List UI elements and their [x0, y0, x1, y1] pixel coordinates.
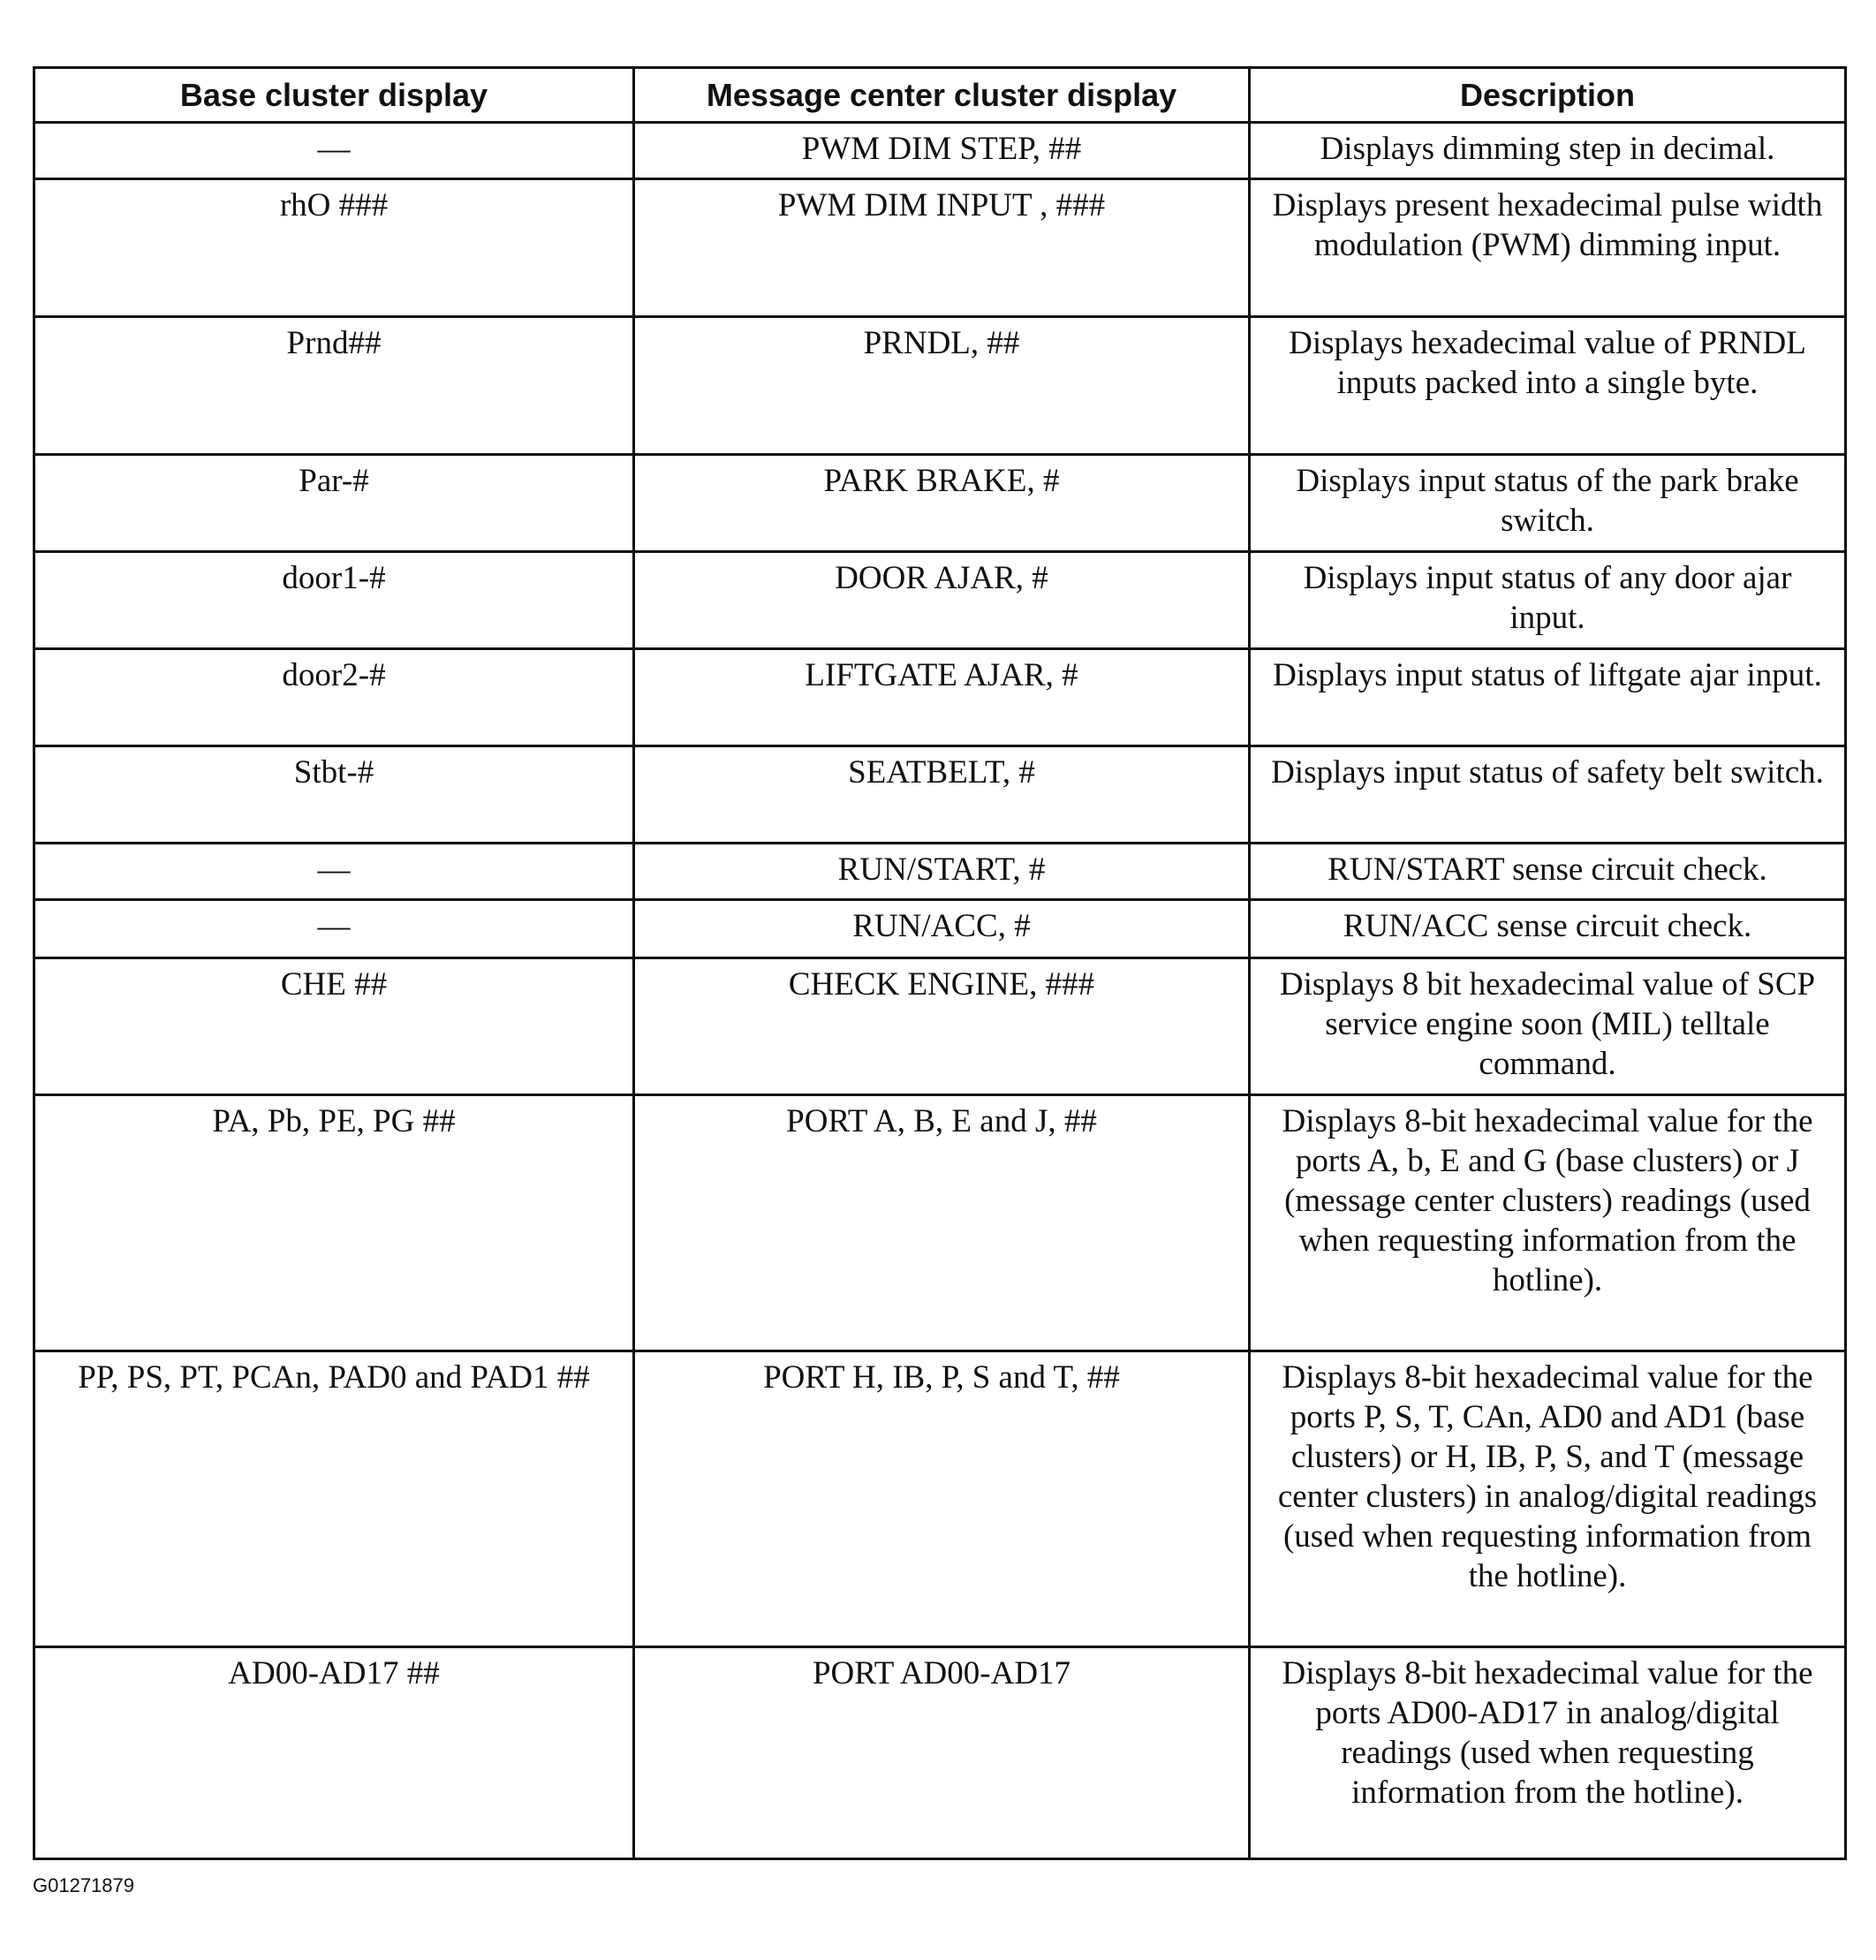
base-cell: PA, Pb, PE, PG ## — [34, 1095, 634, 1351]
table-row — [34, 844, 1846, 900]
header-base-cluster-display: Base cluster display — [34, 68, 634, 123]
description-cell: Displays dimming step in decimal. — [1250, 123, 1846, 179]
message-cell: PWM DIM STEP, ## — [634, 123, 1250, 179]
message-cell: LIFTGATE AJAR, # — [634, 649, 1250, 746]
table-row — [34, 649, 1846, 746]
base-cell: Prnd## — [34, 317, 634, 455]
base-cell: CHE ## — [34, 958, 634, 1095]
table-row — [34, 746, 1846, 844]
base-cell: door2-# — [34, 649, 634, 746]
description-cell: Displays input status of any door ajar input. — [1250, 552, 1846, 649]
header-description: Description — [1250, 68, 1846, 123]
base-cell: Stbt-# — [34, 746, 634, 844]
message-cell: PORT H, IB, P, S and T, ## — [634, 1351, 1250, 1647]
message-cell: CHECK ENGINE, ### — [634, 958, 1250, 1095]
table-row — [34, 317, 1846, 455]
message-cell: PARK BRAKE, # — [634, 455, 1250, 552]
base-cell: — — [34, 123, 634, 179]
description-cell: Displays input status of safety belt switch. — [1250, 746, 1846, 844]
description-cell: RUN/ACC sense circuit check. — [1250, 900, 1846, 958]
table-row — [34, 179, 1846, 317]
message-cell: DOOR AJAR, # — [634, 552, 1250, 649]
description-cell: Displays 8 bit hexadecimal value of SCP service engine soon (MIL) telltale command. — [1250, 958, 1846, 1095]
table-row — [34, 900, 1846, 958]
table-row — [34, 958, 1846, 1095]
message-cell: SEATBELT, # — [634, 746, 1250, 844]
description-cell: Displays input status of liftgate ajar input. — [1250, 649, 1846, 746]
cluster-display-table — [33, 66, 1847, 1860]
figure-id-label: G01271879 — [33, 1874, 134, 1896]
base-cell: Par-# — [34, 455, 634, 552]
base-cell: AD00-AD17 ## — [34, 1647, 634, 1859]
description-cell: Displays input status of the park brake switch. — [1250, 455, 1846, 552]
description-cell: Displays present hexadecimal pulse width modulation (PWM) dimming input. — [1250, 179, 1846, 317]
table-row — [34, 552, 1846, 649]
description-cell: RUN/START sense circuit check. — [1250, 844, 1846, 900]
base-cell: rhO ### — [34, 179, 634, 317]
message-cell: RUN/START, # — [634, 844, 1250, 900]
description-cell: Displays 8-bit hexadecimal value for the ports A, b, E and G (base clusters) or J (message center clusters) readings (used when requesting information from the hotline). — [1250, 1095, 1846, 1351]
table-row — [34, 123, 1846, 179]
base-cell: PP, PS, PT, PCAn, PAD0 and PAD1 ## — [34, 1351, 634, 1647]
table-row — [34, 1351, 1846, 1647]
message-cell: PRNDL, ## — [634, 317, 1250, 455]
table-header-row — [34, 68, 1846, 123]
base-cell: door1-# — [34, 552, 634, 649]
message-cell: PWM DIM INPUT , ### — [634, 179, 1250, 317]
description-cell: Displays 8-bit hexadecimal value for the ports AD00-AD17 in analog/digital readings (used when requesting information from the hotline). — [1250, 1647, 1846, 1859]
table-row — [34, 1647, 1846, 1859]
table-row — [34, 1095, 1846, 1351]
description-cell: Displays hexadecimal value of PRNDL inputs packed into a single byte. — [1250, 317, 1846, 455]
message-cell: PORT A, B, E and J, ## — [634, 1095, 1250, 1351]
description-cell: Displays 8-bit hexadecimal value for the ports P, S, T, CAn, AD0 and AD1 (base clusters) or H, IB, P, S, and T (message center clusters) in analog/digital readings (used when requesting information from the hotline). — [1250, 1351, 1846, 1647]
base-cell: — — [34, 844, 634, 900]
header-message-center-cluster-display: Message center cluster display — [634, 68, 1250, 123]
base-cell: — — [34, 900, 634, 958]
message-cell: PORT AD00-AD17 — [634, 1647, 1250, 1859]
message-cell: RUN/ACC, # — [634, 900, 1250, 958]
table-row — [34, 455, 1846, 552]
